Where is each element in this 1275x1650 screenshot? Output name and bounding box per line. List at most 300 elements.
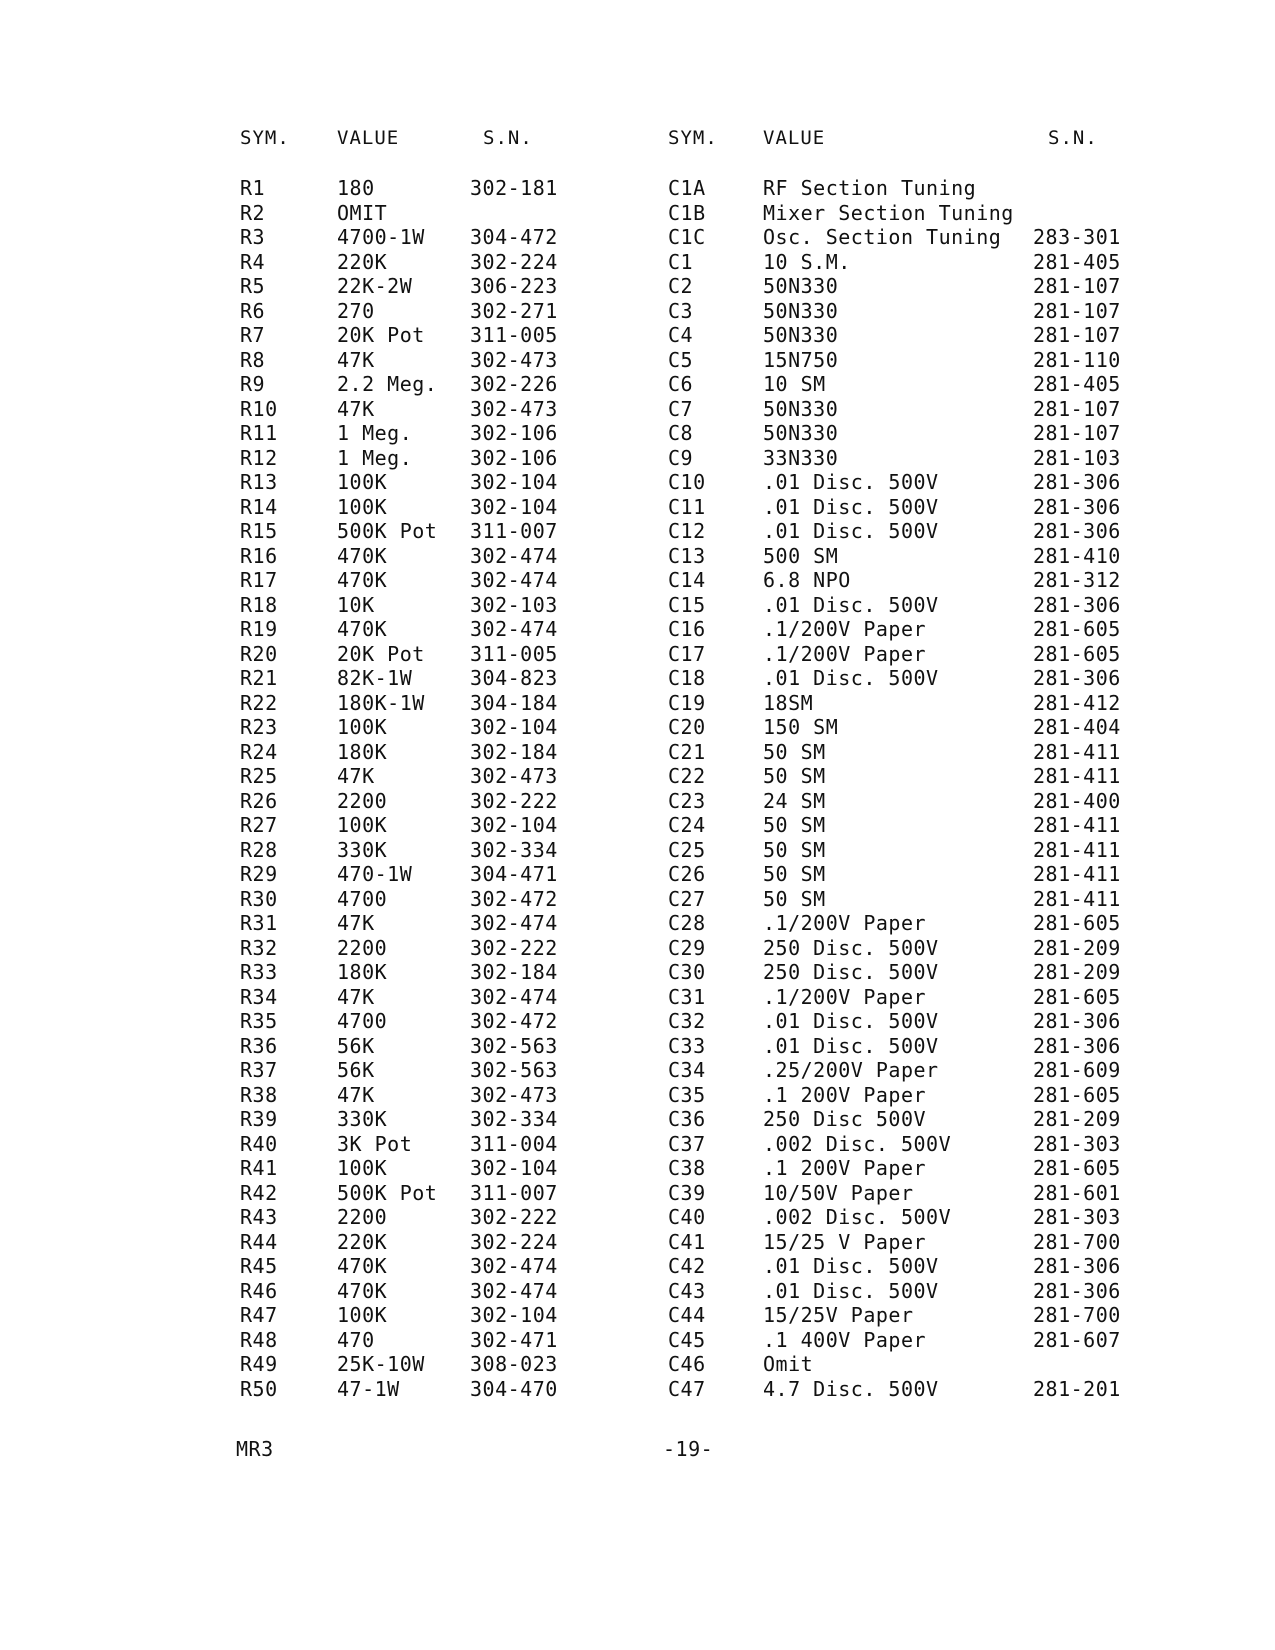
capacitor-value: .01 Disc. 500V bbox=[763, 1278, 939, 1303]
capacitor-value: 50 SM bbox=[763, 837, 826, 862]
capacitor-sn: 281-110 bbox=[1033, 347, 1121, 372]
capacitor-sn: 281-306 bbox=[1033, 494, 1121, 519]
table-row bbox=[0, 1205, 1275, 1230]
parts-table bbox=[0, 176, 1275, 1401]
capacitor-sym: C22 bbox=[668, 764, 706, 788]
capacitor-sym: C1A bbox=[668, 176, 706, 200]
capacitor-value: 10/50V Paper bbox=[763, 1180, 914, 1205]
resistor-value: 180K bbox=[337, 739, 388, 764]
resistor-sym: R44 bbox=[240, 1229, 278, 1254]
capacitor-sn: 281-201 bbox=[1033, 1376, 1121, 1401]
capacitor-value: .1 200V Paper bbox=[763, 1082, 927, 1107]
capacitor-sym: C29 bbox=[668, 935, 706, 960]
resistor-sym: R37 bbox=[240, 1058, 278, 1082]
resistor-sn: 302-222 bbox=[470, 935, 558, 960]
resistor-sym: R28 bbox=[240, 837, 278, 862]
capacitor-sn: 281-410 bbox=[1033, 543, 1121, 568]
capacitor-sn: 281-107 bbox=[1033, 396, 1121, 421]
capacitor-sym: C23 bbox=[668, 788, 706, 813]
table-row bbox=[0, 1254, 1275, 1279]
resistor-sym: R34 bbox=[240, 984, 278, 1009]
resistor-value: 10K bbox=[337, 592, 375, 617]
resistor-sym: R9 bbox=[240, 372, 266, 396]
resistor-sn: 304-471 bbox=[470, 862, 558, 886]
resistor-sn: 302-106 bbox=[470, 421, 558, 445]
capacitor-value: .01 Disc. 500V bbox=[763, 470, 939, 494]
resistor-sym: R45 bbox=[240, 1254, 278, 1278]
capacitor-sn: 281-609 bbox=[1033, 1058, 1121, 1082]
capacitor-value: 10 S.M. bbox=[763, 249, 851, 274]
resistor-value: 330K bbox=[337, 837, 388, 862]
table-row bbox=[0, 1156, 1275, 1181]
capacitor-value: .002 Disc. 500V bbox=[763, 1131, 952, 1156]
capacitor-sym: C41 bbox=[668, 1229, 706, 1254]
resistor-sn: 308-023 bbox=[470, 1352, 558, 1376]
header-sym-left: SYM. bbox=[240, 127, 290, 149]
resistor-value: 470K bbox=[337, 1278, 388, 1303]
resistor-sn: 311-005 bbox=[470, 641, 558, 666]
resistor-sn: 302-473 bbox=[470, 347, 558, 372]
capacitor-sym: C43 bbox=[668, 1278, 706, 1303]
table-row bbox=[0, 764, 1275, 789]
capacitor-value: Mixer Section Tuning bbox=[763, 200, 1014, 225]
resistor-value: 20K Pot bbox=[337, 641, 425, 666]
capacitor-sn: 281-209 bbox=[1033, 1107, 1121, 1131]
resistor-sym: R42 bbox=[240, 1180, 278, 1205]
capacitor-value: 6.8 NPO bbox=[763, 568, 851, 592]
resistor-value: 25K-10W bbox=[337, 1352, 425, 1376]
resistor-sym: R23 bbox=[240, 715, 278, 739]
resistor-sn: 302-184 bbox=[470, 960, 558, 984]
resistor-sym: R25 bbox=[240, 764, 278, 788]
resistor-sym: R38 bbox=[240, 1082, 278, 1107]
capacitor-sn: 281-605 bbox=[1033, 984, 1121, 1009]
table-row bbox=[0, 813, 1275, 838]
table-row bbox=[0, 519, 1275, 544]
resistor-value: 180K-1W bbox=[337, 690, 425, 715]
capacitor-sn: 281-405 bbox=[1033, 249, 1121, 274]
table-row bbox=[0, 421, 1275, 446]
capacitor-sym: C13 bbox=[668, 543, 706, 568]
capacitor-sym: C18 bbox=[668, 666, 706, 690]
resistor-value: 47K bbox=[337, 984, 375, 1009]
resistor-sn: 302-103 bbox=[470, 592, 558, 617]
table-row bbox=[0, 1181, 1275, 1206]
capacitor-sn: 281-411 bbox=[1033, 837, 1121, 862]
resistor-sym: R7 bbox=[240, 323, 266, 347]
table-row bbox=[0, 740, 1275, 765]
capacitor-value: 15/25 V Paper bbox=[763, 1229, 927, 1254]
table-row bbox=[0, 960, 1275, 985]
resistor-sn: 302-471 bbox=[470, 1327, 558, 1352]
capacitor-sym: C8 bbox=[668, 421, 694, 445]
table-row bbox=[0, 1230, 1275, 1255]
table-row bbox=[0, 299, 1275, 324]
capacitor-sym: C1B bbox=[668, 200, 706, 225]
capacitor-value: 250 Disc. 500V bbox=[763, 960, 939, 984]
resistor-sn: 302-334 bbox=[470, 837, 558, 862]
resistor-sn: 302-104 bbox=[470, 470, 558, 494]
capacitor-value: 4.7 Disc. 500V bbox=[763, 1376, 939, 1401]
table-row bbox=[0, 593, 1275, 618]
table-row bbox=[0, 838, 1275, 863]
resistor-value: 1 Meg. bbox=[337, 445, 413, 470]
capacitor-sn: 283-301 bbox=[1033, 225, 1121, 249]
capacitor-sym: C7 bbox=[668, 396, 694, 421]
table-row bbox=[0, 1083, 1275, 1108]
capacitor-value: 50N330 bbox=[763, 323, 839, 347]
table-row bbox=[0, 715, 1275, 740]
capacitor-value: 15/25V Paper bbox=[763, 1303, 914, 1327]
capacitor-sym: C1 bbox=[668, 249, 694, 274]
resistor-value: 180 bbox=[337, 176, 375, 200]
table-row bbox=[0, 446, 1275, 471]
resistor-value: 270 bbox=[337, 298, 375, 323]
resistor-sn: 311-007 bbox=[470, 519, 558, 543]
capacitor-sn: 281-303 bbox=[1033, 1131, 1121, 1156]
capacitor-sym: C34 bbox=[668, 1058, 706, 1082]
resistor-value: 4700-1W bbox=[337, 225, 425, 249]
resistor-sn: 311-005 bbox=[470, 323, 558, 347]
resistor-sn: 302-474 bbox=[470, 568, 558, 592]
capacitor-sym: C5 bbox=[668, 347, 694, 372]
capacitor-sym: C32 bbox=[668, 1009, 706, 1033]
capacitor-sn: 281-103 bbox=[1033, 445, 1121, 470]
table-row bbox=[0, 544, 1275, 569]
resistor-value: 330K bbox=[337, 1107, 388, 1131]
capacitor-sym: C27 bbox=[668, 886, 706, 911]
resistor-value: 47-1W bbox=[337, 1376, 400, 1401]
capacitor-value: Osc. Section Tuning bbox=[763, 225, 1002, 249]
capacitor-sn: 281-607 bbox=[1033, 1327, 1121, 1352]
capacitor-sym: C12 bbox=[668, 519, 706, 543]
resistor-sym: R19 bbox=[240, 617, 278, 641]
resistor-sym: R16 bbox=[240, 543, 278, 568]
resistor-value: 100K bbox=[337, 813, 388, 837]
table-row bbox=[0, 666, 1275, 691]
resistor-sn: 302-224 bbox=[470, 249, 558, 274]
capacitor-value: .01 Disc. 500V bbox=[763, 494, 939, 519]
capacitor-sym: C46 bbox=[668, 1352, 706, 1376]
table-row bbox=[0, 1377, 1275, 1402]
capacitor-sn: 281-107 bbox=[1033, 274, 1121, 298]
resistor-sn: 302-226 bbox=[470, 372, 558, 396]
capacitor-value: 250 Disc. 500V bbox=[763, 935, 939, 960]
resistor-sn: 302-563 bbox=[470, 1033, 558, 1058]
capacitor-value: .1/200V Paper bbox=[763, 641, 927, 666]
resistor-sym: R4 bbox=[240, 249, 266, 274]
resistor-sym: R6 bbox=[240, 298, 266, 323]
capacitor-sym: C47 bbox=[668, 1376, 706, 1401]
table-row bbox=[0, 1058, 1275, 1083]
capacitor-sn: 281-605 bbox=[1033, 911, 1121, 935]
capacitor-sym: C16 bbox=[668, 617, 706, 641]
capacitor-sn: 281-306 bbox=[1033, 470, 1121, 494]
header-sn-left: S.N. bbox=[483, 127, 533, 149]
resistor-sn: 302-222 bbox=[470, 1205, 558, 1229]
resistor-value: 2200 bbox=[337, 1205, 388, 1229]
resistor-value: 47K bbox=[337, 1082, 375, 1107]
resistor-sym: R11 bbox=[240, 421, 278, 445]
resistor-sn: 304-470 bbox=[470, 1376, 558, 1401]
capacitor-sym: C15 bbox=[668, 592, 706, 617]
resistor-value: 470-1W bbox=[337, 862, 413, 886]
resistor-value: 20K Pot bbox=[337, 323, 425, 347]
capacitor-sn: 281-306 bbox=[1033, 1278, 1121, 1303]
resistor-sn: 306-223 bbox=[470, 274, 558, 298]
resistor-sym: R24 bbox=[240, 739, 278, 764]
capacitor-value: .1/200V Paper bbox=[763, 984, 927, 1009]
table-row bbox=[0, 1328, 1275, 1353]
capacitor-value: 24 SM bbox=[763, 788, 826, 813]
resistor-value: 82K-1W bbox=[337, 666, 413, 690]
resistor-sn: 302-271 bbox=[470, 298, 558, 323]
capacitor-value: 50 SM bbox=[763, 739, 826, 764]
resistor-sym: R1 bbox=[240, 176, 266, 200]
table-row bbox=[0, 862, 1275, 887]
capacitor-sym: C4 bbox=[668, 323, 694, 347]
resistor-sn: 302-473 bbox=[470, 764, 558, 788]
capacitor-sn: 281-306 bbox=[1033, 1254, 1121, 1278]
capacitor-value: 15N750 bbox=[763, 347, 839, 372]
model-label: MR3 bbox=[236, 1437, 274, 1461]
resistor-value: 56K bbox=[337, 1033, 375, 1058]
capacitor-value: 50 SM bbox=[763, 764, 826, 788]
capacitor-sym: C20 bbox=[668, 715, 706, 739]
table-row bbox=[0, 936, 1275, 961]
resistor-value: 4700 bbox=[337, 886, 388, 911]
capacitor-sn: 281-605 bbox=[1033, 1082, 1121, 1107]
capacitor-sn: 281-306 bbox=[1033, 1033, 1121, 1058]
table-row bbox=[0, 225, 1275, 250]
table-row bbox=[0, 201, 1275, 226]
capacitor-value: 500 SM bbox=[763, 543, 839, 568]
resistor-value: 47K bbox=[337, 764, 375, 788]
capacitor-sym: C30 bbox=[668, 960, 706, 984]
resistor-value: 47K bbox=[337, 347, 375, 372]
capacitor-sym: C37 bbox=[668, 1131, 706, 1156]
capacitor-value: Omit bbox=[763, 1352, 814, 1376]
capacitor-value: 18SM bbox=[763, 690, 814, 715]
resistor-value: 1 Meg. bbox=[337, 421, 413, 445]
table-row bbox=[0, 1303, 1275, 1328]
capacitor-value: .1/200V Paper bbox=[763, 617, 927, 641]
capacitor-sym: C6 bbox=[668, 372, 694, 396]
capacitor-sn: 281-411 bbox=[1033, 862, 1121, 886]
resistor-sn: 302-474 bbox=[470, 1278, 558, 1303]
resistor-value: 56K bbox=[337, 1058, 375, 1082]
capacitor-sym: C9 bbox=[668, 445, 694, 470]
capacitor-sym: C39 bbox=[668, 1180, 706, 1205]
capacitor-sn: 281-411 bbox=[1033, 886, 1121, 911]
capacitor-sn: 281-412 bbox=[1033, 690, 1121, 715]
resistor-sn: 302-104 bbox=[470, 715, 558, 739]
table-row bbox=[0, 1279, 1275, 1304]
resistor-sn: 302-472 bbox=[470, 1009, 558, 1033]
capacitor-value: .01 Disc. 500V bbox=[763, 592, 939, 617]
resistor-sn: 302-181 bbox=[470, 176, 558, 200]
resistor-sn: 304-472 bbox=[470, 225, 558, 249]
table-row bbox=[0, 1107, 1275, 1132]
resistor-sym: R30 bbox=[240, 886, 278, 911]
resistor-value: 500K Pot bbox=[337, 1180, 438, 1205]
capacitor-value: 50N330 bbox=[763, 421, 839, 445]
resistor-sn: 302-106 bbox=[470, 445, 558, 470]
capacitor-sn: 281-209 bbox=[1033, 935, 1121, 960]
capacitor-value: 50N330 bbox=[763, 274, 839, 298]
resistor-sn: 302-104 bbox=[470, 1156, 558, 1180]
capacitor-value: 10 SM bbox=[763, 372, 826, 396]
resistor-sn: 311-004 bbox=[470, 1131, 558, 1156]
capacitor-sn: 281-605 bbox=[1033, 1156, 1121, 1180]
table-row bbox=[0, 789, 1275, 814]
capacitor-sym: C40 bbox=[668, 1205, 706, 1229]
resistor-sym: R21 bbox=[240, 666, 278, 690]
resistor-sym: R29 bbox=[240, 862, 278, 886]
capacitor-sym: C38 bbox=[668, 1156, 706, 1180]
resistor-value: 470K bbox=[337, 617, 388, 641]
table-row bbox=[0, 911, 1275, 936]
resistor-sn: 302-473 bbox=[470, 1082, 558, 1107]
capacitor-sn: 281-700 bbox=[1033, 1303, 1121, 1327]
table-row bbox=[0, 470, 1275, 495]
capacitor-sn: 281-601 bbox=[1033, 1180, 1121, 1205]
capacitor-sym: C17 bbox=[668, 641, 706, 666]
capacitor-sn: 281-209 bbox=[1033, 960, 1121, 984]
resistor-sn: 302-224 bbox=[470, 1229, 558, 1254]
capacitor-sn: 281-700 bbox=[1033, 1229, 1121, 1254]
capacitor-sn: 281-400 bbox=[1033, 788, 1121, 813]
resistor-value: 4700 bbox=[337, 1009, 388, 1033]
resistor-sn: 302-184 bbox=[470, 739, 558, 764]
header-value-left: VALUE bbox=[337, 127, 400, 149]
resistor-sn: 302-334 bbox=[470, 1107, 558, 1131]
capacitor-value: .01 Disc. 500V bbox=[763, 666, 939, 690]
resistor-value: 220K bbox=[337, 249, 388, 274]
capacitor-sym: C10 bbox=[668, 470, 706, 494]
resistor-sym: R14 bbox=[240, 494, 278, 519]
resistor-sym: R49 bbox=[240, 1352, 278, 1376]
resistor-sn: 311-007 bbox=[470, 1180, 558, 1205]
capacitor-sym: C45 bbox=[668, 1327, 706, 1352]
resistor-sn: 302-222 bbox=[470, 788, 558, 813]
capacitor-value: 50 SM bbox=[763, 813, 826, 837]
resistor-sym: R26 bbox=[240, 788, 278, 813]
resistor-sn: 302-472 bbox=[470, 886, 558, 911]
capacitor-sn: 281-306 bbox=[1033, 1009, 1121, 1033]
capacitor-value: 50 SM bbox=[763, 862, 826, 886]
table-row bbox=[0, 642, 1275, 667]
capacitor-sym: C35 bbox=[668, 1082, 706, 1107]
resistor-value: 100K bbox=[337, 1303, 388, 1327]
capacitor-value: .002 Disc. 500V bbox=[763, 1205, 952, 1229]
resistor-sn: 302-474 bbox=[470, 543, 558, 568]
capacitor-sym: C42 bbox=[668, 1254, 706, 1278]
resistor-value: 47K bbox=[337, 911, 375, 935]
resistor-value: 47K bbox=[337, 396, 375, 421]
resistor-sn: 302-474 bbox=[470, 617, 558, 641]
table-row bbox=[0, 568, 1275, 593]
resistor-sym: R32 bbox=[240, 935, 278, 960]
table-row bbox=[0, 887, 1275, 912]
capacitor-sym: C11 bbox=[668, 494, 706, 519]
resistor-sym: R40 bbox=[240, 1131, 278, 1156]
capacitor-value: 150 SM bbox=[763, 715, 839, 739]
resistor-sym: R10 bbox=[240, 396, 278, 421]
capacitor-sym: C44 bbox=[668, 1303, 706, 1327]
capacitor-sn: 281-306 bbox=[1033, 666, 1121, 690]
capacitor-value: 33N330 bbox=[763, 445, 839, 470]
capacitor-value: 250 Disc 500V bbox=[763, 1107, 927, 1131]
resistor-sym: R13 bbox=[240, 470, 278, 494]
capacitor-sn: 281-404 bbox=[1033, 715, 1121, 739]
capacitor-sn: 281-605 bbox=[1033, 641, 1121, 666]
capacitor-value: .1/200V Paper bbox=[763, 911, 927, 935]
capacitor-sn: 281-411 bbox=[1033, 764, 1121, 788]
resistor-value: 470 bbox=[337, 1327, 375, 1352]
resistor-value: 2200 bbox=[337, 788, 388, 813]
capacitor-sn: 281-306 bbox=[1033, 592, 1121, 617]
capacitor-sym: C2 bbox=[668, 274, 694, 298]
capacitor-value: .01 Disc. 500V bbox=[763, 1033, 939, 1058]
resistor-value: 2200 bbox=[337, 935, 388, 960]
resistor-sym: R43 bbox=[240, 1205, 278, 1229]
capacitor-sym: C24 bbox=[668, 813, 706, 837]
resistor-sym: R2 bbox=[240, 200, 266, 225]
page-number: -19- bbox=[663, 1437, 714, 1461]
resistor-sym: R18 bbox=[240, 592, 278, 617]
capacitor-sym: C14 bbox=[668, 568, 706, 592]
capacitor-sym: C19 bbox=[668, 690, 706, 715]
resistor-sym: R22 bbox=[240, 690, 278, 715]
resistor-sym: R3 bbox=[240, 225, 266, 249]
resistor-sym: R35 bbox=[240, 1009, 278, 1033]
resistor-sn: 302-104 bbox=[470, 1303, 558, 1327]
capacitor-sn: 281-107 bbox=[1033, 421, 1121, 445]
table-row bbox=[0, 274, 1275, 299]
capacitor-value: 50N330 bbox=[763, 298, 839, 323]
resistor-sym: R46 bbox=[240, 1278, 278, 1303]
capacitor-value: 50N330 bbox=[763, 396, 839, 421]
capacitor-sn: 281-405 bbox=[1033, 372, 1121, 396]
resistor-sym: R15 bbox=[240, 519, 278, 543]
resistor-value: 470K bbox=[337, 543, 388, 568]
capacitor-value: .1 400V Paper bbox=[763, 1327, 927, 1352]
table-row bbox=[0, 348, 1275, 373]
resistor-value: 100K bbox=[337, 715, 388, 739]
table-row bbox=[0, 323, 1275, 348]
resistor-sym: R5 bbox=[240, 274, 266, 298]
resistor-sym: R31 bbox=[240, 911, 278, 935]
resistor-sym: R39 bbox=[240, 1107, 278, 1131]
table-row bbox=[0, 372, 1275, 397]
capacitor-sym: C1C bbox=[668, 225, 706, 249]
table-row bbox=[0, 691, 1275, 716]
resistor-sym: R41 bbox=[240, 1156, 278, 1180]
table-row bbox=[0, 397, 1275, 422]
capacitor-sn: 281-411 bbox=[1033, 813, 1121, 837]
resistor-value: OMIT bbox=[337, 200, 388, 225]
resistor-sn: 302-104 bbox=[470, 813, 558, 837]
resistor-value: 22K-2W bbox=[337, 274, 413, 298]
capacitor-value: RF Section Tuning bbox=[763, 176, 977, 200]
resistor-value: 470K bbox=[337, 568, 388, 592]
table-row bbox=[0, 1009, 1275, 1034]
resistor-sym: R36 bbox=[240, 1033, 278, 1058]
resistor-value: 100K bbox=[337, 1156, 388, 1180]
resistor-sym: R47 bbox=[240, 1303, 278, 1327]
header-sym-right: SYM. bbox=[668, 127, 718, 149]
